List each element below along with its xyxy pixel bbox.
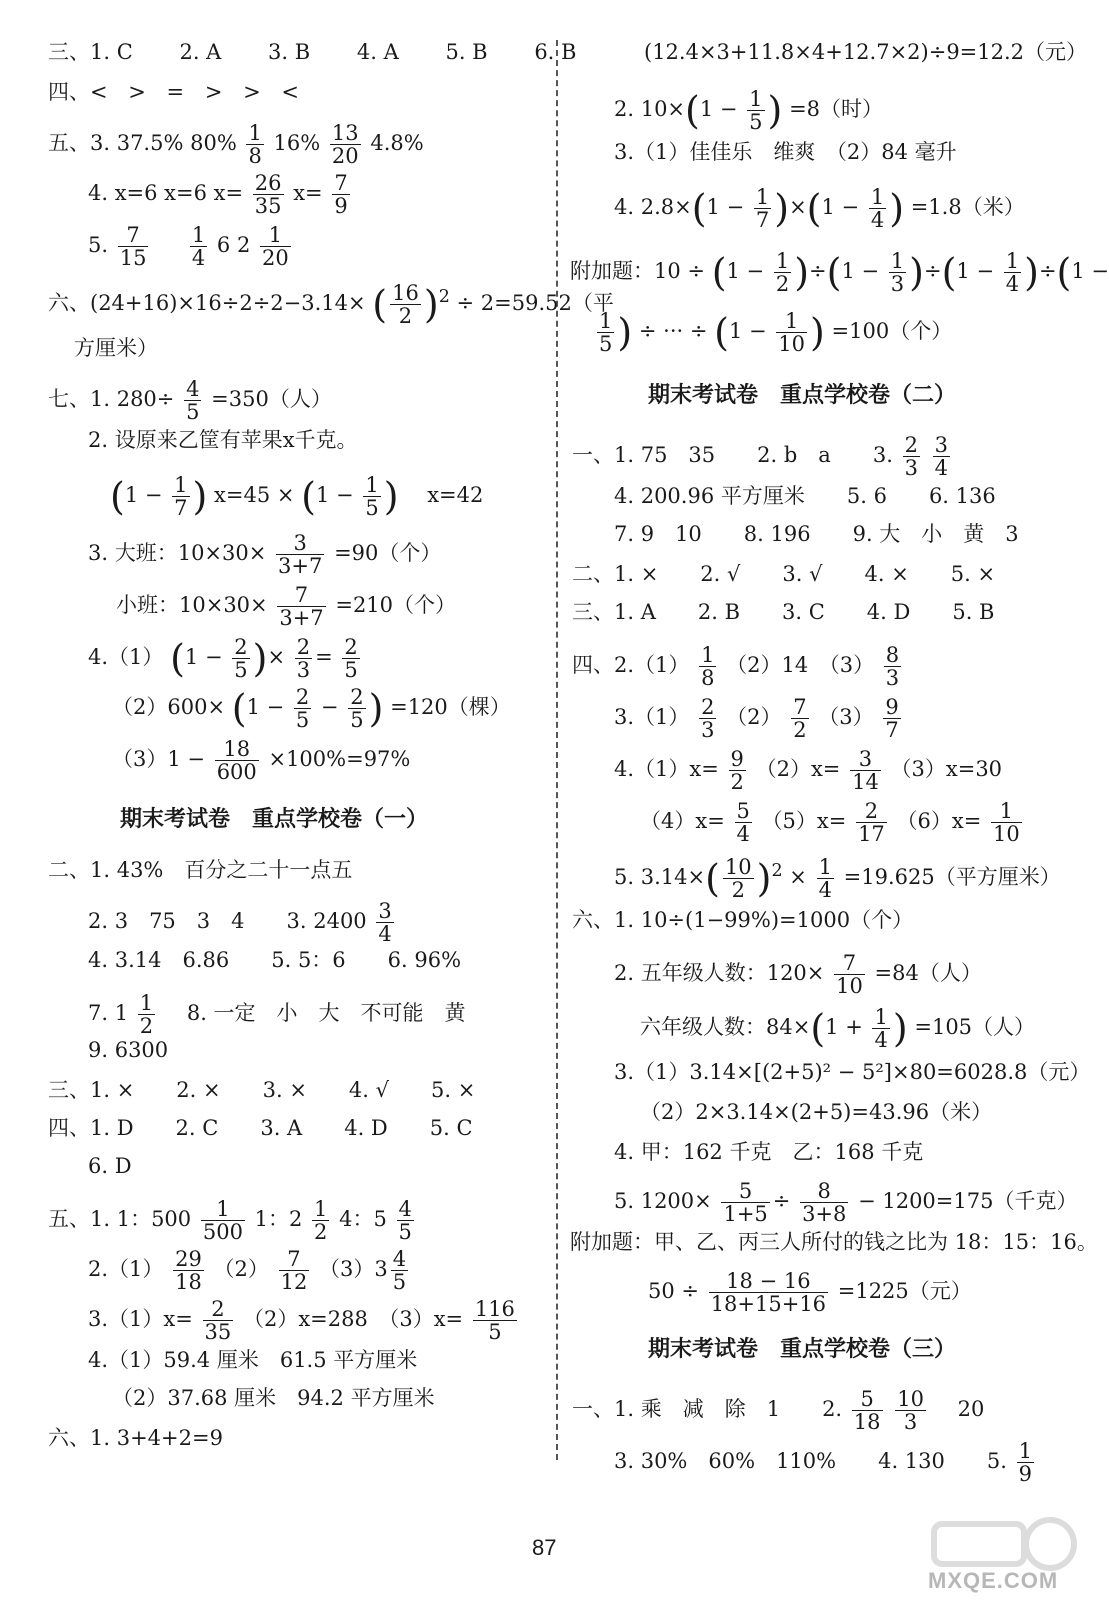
fraction: $\frac{1}{4}$ <box>818 855 832 902</box>
answer-line: 附加题：甲、乙、丙三人所付的钱之比为 18：15：16。 <box>570 1230 1098 1254</box>
fraction: $\frac{18 - 16}{18+15+16}$ <box>710 1269 827 1316</box>
answer-text: 4. x=6 x=6 x= <box>88 181 244 205</box>
answer-line: （4）x= $\frac{5}{4}$ （5）x= $\frac{2}{17}$ （6）x= $\frac{1}{10}$ <box>640 799 1020 846</box>
answer-line: 六、1. 3+4+2=9 <box>48 1426 223 1450</box>
fraction: $\frac{2}{17}$ <box>858 799 885 846</box>
answer-line: 4.（1） (1 − $\frac{2}{5}$ )× $\frac{2}{3}$ = $\frac{2}{5}$ <box>88 635 358 682</box>
fraction: $\frac{1}{3}$ <box>890 249 905 296</box>
fraction: $\frac{2}{35}$ <box>204 1297 232 1344</box>
answer-text: 5. <box>88 233 109 257</box>
answer-line: 4. 甲：162 千克 乙：168 千克 <box>614 1140 924 1164</box>
answer-line: 7. 9 10 8. 196 9. 大 小 黄 3 <box>614 522 1019 546</box>
fraction: $\frac{2}{5}$ <box>350 685 364 732</box>
answer-text: 6 2 <box>216 233 251 257</box>
section-title: 期末考试卷 重点学校卷（一） <box>120 807 429 832</box>
answer-text: 16% <box>273 131 321 155</box>
answer-line: 二、1. × 2. √ 3. √ 4. × 5. × <box>572 562 996 586</box>
fraction: $\frac{5}{4}$ <box>736 799 750 846</box>
answer-text: 5. B <box>445 40 488 64</box>
answer-text: 3. B <box>268 40 311 64</box>
fraction: $\frac{16}{2}$ <box>392 281 419 328</box>
answer-line: 4. 2.8×(1 − $\frac{1}{7}$ )×(1 − $\frac{1}{4}$ ) =1.8（米） <box>614 185 1025 232</box>
answer-line: 3.（1）佳佳乐 维爽 （2）84 毫升 <box>614 140 957 164</box>
answer-line: 六、1. 10÷(1−99%)=1000（个） <box>572 908 914 932</box>
answer-line: (1 − $\frac{1}{7}$ ) x=45 × (1 − $\frac{1}{5}$ ) x=42 <box>110 473 484 520</box>
fraction: $\frac{2}{5}$ <box>234 635 248 682</box>
answer-line <box>88 172 353 217</box>
fraction: $\frac{1}{10}$ <box>992 799 1020 846</box>
fraction: $\frac{116}{5}$ <box>474 1297 515 1344</box>
fraction: $\frac{7}{3+7}$ <box>279 583 324 630</box>
fraction: $\frac{1}{5}$ <box>599 309 613 356</box>
fraction: $\frac{1}{7}$ <box>755 185 770 232</box>
answer-line: 7. 1 $\frac{1}{2}$ 8. 一定 小 大 不可能 黄 <box>88 991 466 1038</box>
fraction: $\frac{1}{4}$ <box>191 223 206 270</box>
answer-line: 4. 200.96 平方厘米 5. 6 6. 136 <box>614 484 996 508</box>
fraction: $\frac{1}{10}$ <box>778 309 806 356</box>
fraction: $\frac{5}{1+5}$ <box>723 1179 768 1226</box>
answer-line: 5. 3.14×( $\frac{10}{2}$ )$^2$ × $\frac{1}{4}$ =19.625（平方厘米） <box>614 855 1061 902</box>
answer-line: （2）2×3.14×(2+5)=43.96（米） <box>640 1100 993 1124</box>
answer-line: (12.4×3+11.8×4+12.7×2)÷9=12.2（元） <box>644 40 1088 64</box>
fraction: $\frac{2}{3}$ <box>701 695 715 742</box>
answer-text: 2. A <box>179 40 222 64</box>
fraction: $\frac{3}{4}$ <box>934 433 948 480</box>
answer-line: （3）1 − $\frac{18}{600}$ ×100%=97% <box>112 737 411 784</box>
answer-line: 小班：10×30× $\frac{7}{3+7}$ =210（个） <box>116 583 457 630</box>
fraction: $\frac{3}{3+7}$ <box>278 531 323 578</box>
answer-line: 四、< > = > > < <box>48 80 299 104</box>
answer-line: 五、1. 1：500 $\frac{1}{500}$ 1：2 $\frac{1}{2}$ 4：5 $\frac{4}{5}$ <box>48 1197 412 1244</box>
fraction: $\frac{1}{4}$ <box>1005 249 1020 296</box>
answer-line <box>48 38 576 66</box>
answer-text: ÷ 2=59.52（平 <box>456 291 614 315</box>
fraction: $\frac{1}{4}$ <box>874 1005 888 1052</box>
fraction: $\frac{1}{8}$ <box>248 121 262 168</box>
fraction: $\frac{5}{18}$ <box>853 1387 881 1434</box>
fraction: $\frac{7}{10}$ <box>836 951 863 998</box>
answer-line: （2）37.68 厘米 94.2 平方厘米 <box>112 1386 435 1410</box>
fraction: $\frac{1}{2}$ <box>314 1197 328 1244</box>
fraction: $\frac{1}{20}$ <box>262 223 289 270</box>
fraction: $\frac{2}{5}$ <box>344 635 358 682</box>
answer-line: 5. 1200× $\frac{5}{1+5}$ ÷ $\frac{8}{3+8}$ − 1200=175（千克） <box>614 1179 1078 1226</box>
fraction: $\frac{1}{8}$ <box>701 643 715 690</box>
answer-line: 3. 大班：10×30× $\frac{3}{3+7}$ =90（个） <box>88 531 442 578</box>
answer-text: 6. B <box>534 40 577 64</box>
answer-line: 2. 五年级人数：120× $\frac{7}{10}$ =84（人） <box>614 951 982 998</box>
answer-text: 六、(24+16)×16÷2÷2−3.14× <box>48 291 366 315</box>
answer-text: x= <box>293 181 323 205</box>
page-number: 87 <box>532 1535 557 1560</box>
answer-line: 六、(24+16)×16÷2÷2−3.14× ( $\frac{16}{2}$ )$^2$ ÷ 2=59.52（平 <box>48 281 614 328</box>
answer-text: 七、1. 280÷ <box>48 387 175 411</box>
answer-line: 4.（1）x= $\frac{9}{2}$ （2）x= $\frac{3}{14}$ （3）x=30 <box>614 747 1003 794</box>
answer-text: 五、3. 37.5% 80% <box>48 131 237 155</box>
fraction: $\frac{1}{2}$ <box>139 991 154 1038</box>
fraction: $\frac{9}{7}$ <box>885 695 899 742</box>
watermark-text: MXQE.COM <box>928 1568 1059 1593</box>
answer-text: 4.8% <box>370 131 424 155</box>
fraction: $\frac{10}{2}$ <box>724 855 752 902</box>
answer-line: 3.（1）x= $\frac{2}{35}$ （2）x=288 （3）x= $\frac{116}{5}$ <box>88 1297 515 1344</box>
answer-text: 4. A <box>356 40 399 64</box>
answer-line: 6. D <box>88 1154 132 1178</box>
answer-line: 9. 6300 <box>88 1038 169 1062</box>
fraction: $\frac{7}{2}$ <box>793 695 807 742</box>
fraction: $\frac{1}{4}$ <box>870 185 885 232</box>
answer-line: 50 ÷ $\frac{18 - 16}{18+15+16}$ =1225（元） <box>648 1269 972 1316</box>
fraction: $\frac{1}{9}$ <box>1018 1439 1032 1486</box>
answer-line: 六年级人数：84×(1 + $\frac{1}{4}$ ) =105（人） <box>640 1005 1036 1052</box>
fraction: $\frac{2}{5}$ <box>295 685 310 732</box>
answer-line: 2. 设原来乙筐有苹果x千克。 <box>88 428 358 452</box>
fraction: $\frac{4}{5}$ <box>186 377 200 424</box>
fraction: $\frac{13}{20}$ <box>331 121 359 168</box>
answer-line: 三、1. × 2. × 3. × 4. √ 5. × <box>48 1078 476 1102</box>
answer-line: 三、1. A 2. B 3. C 4. D 5. B <box>572 600 995 624</box>
fraction: $\frac{7}{15}$ <box>119 223 147 270</box>
answer-line: 4. 3.14 6.86 5. 5：6 6. 96% <box>88 948 462 972</box>
answer-line: 3.（1）3.14×[(2+5)² − 5²]×80=6028.8（元） <box>614 1060 1091 1084</box>
fraction: $\frac{29}{18}$ <box>175 1247 202 1294</box>
fraction: $\frac{3}{14}$ <box>852 747 879 794</box>
answer-line: 方厘米） <box>74 336 158 360</box>
answer-line: 2. 3 75 3 4 3. 2400 $\frac{3}{4}$ <box>88 899 392 946</box>
answer-line: $\frac{1}{5}$ ) ÷ ··· ÷ (1 − $\frac{1}{10}$ ) =100（个） <box>599 309 953 356</box>
answer-line: 四、2.（1） $\frac{1}{8}$ （2）14 （3） $\frac{8}{3}$ <box>572 643 900 690</box>
fraction: $\frac{7}{12}$ <box>280 1247 308 1294</box>
answer-line: 2.（1） $\frac{29}{18}$ （2） $\frac{7}{12}$ （3）3 $\frac{4}{5}$ <box>88 1247 407 1294</box>
answer-line: 一、1. 乘 减 除 1 2. $\frac{5}{18}$ $\frac{10}{3}$ 20 <box>572 1387 985 1434</box>
fraction: $\frac{3}{4}$ <box>378 899 392 946</box>
answer-line: 3. 30% 60% 110% 4. 130 5. $\frac{1}{9}$ <box>614 1439 1032 1486</box>
fraction: $\frac{1}{5}$ <box>365 473 379 520</box>
fraction: $\frac{7}{9}$ <box>334 171 348 218</box>
fraction: $\frac{8}{3}$ <box>885 643 900 690</box>
answer-text: 三、1. C <box>48 40 133 64</box>
section-title: 期末考试卷 重点学校卷（二） <box>648 383 957 408</box>
fraction: $\frac{18}{600}$ <box>216 737 257 784</box>
answer-line: 附加题：10 ÷ (1 − $\frac{1}{2}$ )÷(1 − $\frac{1}{3}$ )÷(1 − $\frac{1}{4}$ )÷(1 − <box>570 249 1109 296</box>
answer-line: 3.（1） $\frac{2}{3}$ （2） $\frac{7}{2}$ （3） $\frac{9}{7}$ <box>614 695 899 742</box>
answer-line: 4.（1）59.4 厘米 61.5 平方厘米 <box>88 1348 418 1372</box>
column-divider <box>556 40 558 1460</box>
fraction: $\frac{1}{2}$ <box>775 249 790 296</box>
fraction: $\frac{2}{3}$ <box>296 635 311 682</box>
fraction: $\frac{8}{3+8}$ <box>802 1179 847 1226</box>
section-title: 期末考试卷 重点学校卷（三） <box>648 1337 957 1362</box>
fraction: $\frac{1}{500}$ <box>202 1197 243 1244</box>
fraction: $\frac{26}{35}$ <box>254 171 282 218</box>
answer-line: 一、1. 75 35 2. b a 3. $\frac{2}{3}$ $\frac{3}{4}$ <box>572 433 948 480</box>
answer-line: 2. 10×(1 − $\frac{1}{5}$ ) =8（时） <box>614 87 884 134</box>
fraction: $\frac{9}{2}$ <box>730 747 744 794</box>
answer-line <box>48 122 424 167</box>
fraction: $\frac{1}{7}$ <box>174 473 188 520</box>
fraction: $\frac{10}{3}$ <box>897 1387 924 1434</box>
answer-line <box>48 378 332 423</box>
answer-text: =350（人） <box>211 387 332 411</box>
fraction: $\frac{2}{3}$ <box>904 433 918 480</box>
fraction: $\frac{1}{5}$ <box>749 87 763 134</box>
fraction: $\frac{4}{5}$ <box>398 1197 412 1244</box>
fraction: $\frac{4}{5}$ <box>392 1247 407 1294</box>
answer-line: 二、1. 43% 百分之二十一点五 <box>48 858 353 882</box>
answer-line: 四、1. D 2. C 3. A 4. D 5. C <box>48 1116 473 1140</box>
answer-line <box>88 224 294 269</box>
answer-line: （2）600× (1 − $\frac{2}{5}$ − $\frac{2}{5}$ ) =120（棵） <box>112 685 511 732</box>
